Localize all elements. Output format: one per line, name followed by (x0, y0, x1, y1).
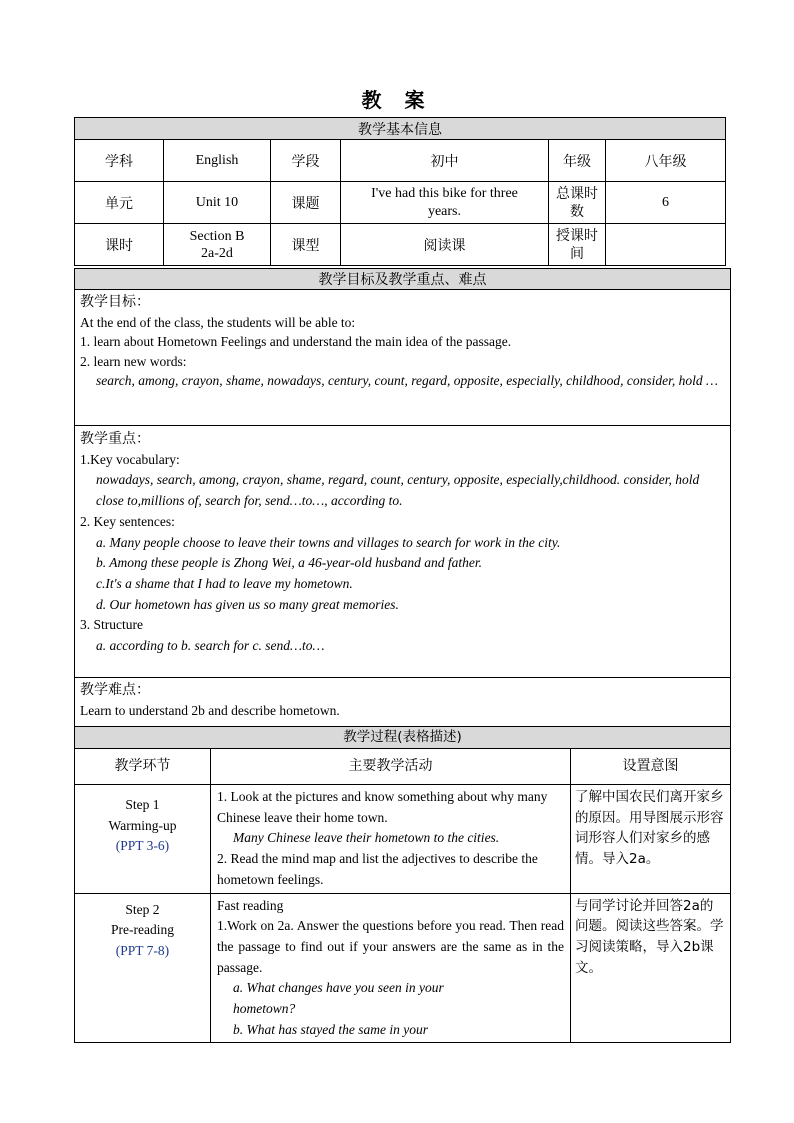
step-name: Step 2 (125, 901, 160, 917)
label-grade: 年级 (549, 140, 606, 182)
label-topic: 课题 (271, 182, 341, 224)
key-sentence: c.It's a shame that I had to leave my hometown. (96, 575, 353, 591)
label-stage: 学段 (271, 140, 341, 182)
step-ppt: (PPT 7-8) (115, 942, 170, 958)
label-period: 课时 (75, 224, 164, 266)
label-class-time: 授课时间 (549, 224, 606, 266)
key-sentence: a. Many people choose to leave their towns and villages to search for work in the city. (96, 534, 561, 550)
difficulties-line: Learn to understand 2b and describe hometown. (80, 702, 340, 718)
value-topic: I've had this bike for three years. (341, 182, 549, 224)
goals-band: 教学目标及教学重点、难点 (75, 269, 731, 290)
col-header-stage: 教学环节 (75, 749, 211, 785)
step-name: Step 1 (125, 797, 160, 812)
activity-line: 1. Look at the pictures and know something about why many Chinese leave their home town. (217, 789, 548, 825)
intent-cell: 了解中国农民们离开家乡的原因。用导图展示形容词形容人们对家乡的感情。导入2a。 (571, 785, 731, 894)
step-cell (75, 785, 211, 894)
value-class-time (606, 224, 726, 266)
value-total-periods: 6 (606, 182, 726, 224)
key-sentences-heading: 2. Key sentences: (80, 513, 175, 529)
objectives-line: At the end of the class, the students will be able to: (80, 314, 356, 330)
col-header-intent: 设置意图 (571, 749, 731, 785)
key-vocab-phrases: close to,millions of, search for, send…to…, according to. (96, 493, 403, 509)
step-phase: Warming-up (108, 817, 177, 833)
key-sentence: b. Among these people is Zhong Wei, a 46-year-old husband and father. (96, 555, 482, 571)
goals-table (74, 268, 731, 744)
key-sentence: d. Our hometown has given us so many great memories. (96, 596, 399, 612)
difficulties-heading: 教学难点： (80, 682, 150, 698)
value-unit: Unit 10 (164, 182, 271, 224)
basic-info-band: 教学基本信息 (75, 118, 726, 140)
process-band: 教学过程(表格描述) (75, 727, 731, 749)
value-type: 阅读课 (341, 224, 549, 266)
label-unit: 单元 (75, 182, 164, 224)
key-vocab-heading: 1.Key vocabulary: (80, 451, 180, 467)
structure-line: a. according to b. search for c. send…to… (96, 638, 325, 654)
label-type: 课型 (271, 224, 341, 266)
label-subject: 学科 (75, 140, 164, 182)
activity-line: 1.Work on 2a. Answer the questions before you read. Then read the passage to find out if your answers are the same as in the passage. (217, 918, 564, 975)
step-cell (75, 893, 211, 1043)
activity-question: b. What has stayed the same in your (233, 1021, 428, 1037)
label-total-periods: 总课时数 (549, 182, 606, 224)
objectives-words: search, among, crayon, shame, nowadays, century, count, regard, opposite, especially, childhood, consider, hold … (96, 373, 719, 388)
activity-line: 2. Read the mind map and list the adjectives to describe the hometown feelings. (217, 851, 538, 887)
objectives-section (75, 290, 731, 426)
objectives-heading: 教学目标： (80, 294, 150, 310)
value-period: Section B 2a-2d (164, 224, 271, 266)
step-phase: Pre-reading (111, 922, 174, 938)
col-header-activities: 主要教学活动 (211, 749, 571, 785)
document-title: 教 案 (361, 88, 433, 112)
step-ppt: (PPT 3-6) (115, 838, 170, 854)
activity-line: Fast reading (217, 897, 284, 913)
structure-heading: 3. Structure (80, 617, 143, 633)
objectives-line: 2. learn new words: (80, 353, 187, 369)
value-stage: 初中 (341, 140, 549, 182)
activities-cell (211, 893, 571, 1043)
activity-question: a. What changes have you seen in your hometown? (233, 980, 444, 1017)
intent-cell: 与同学讨论并回答2a的问题。阅读这些答案。学习阅读策略，导入2b课文。 (571, 893, 731, 1043)
process-table (74, 726, 731, 1043)
value-grade: 八年级 (606, 140, 726, 182)
activity-example: Many Chinese leave their hometown to the cities. (233, 830, 500, 846)
activities-cell (211, 785, 571, 894)
key-points-heading: 教学重点： (80, 431, 150, 447)
value-subject: English (164, 140, 271, 182)
basic-info-table (74, 117, 726, 266)
key-vocab-words: nowadays, search, among, crayon, shame, regard, count, century, opposite, especially,childhood. consider, hold (96, 472, 700, 488)
key-points-section (75, 426, 731, 678)
objectives-line: 1. learn about Hometown Feelings and understand the main idea of the passage. (80, 334, 512, 349)
